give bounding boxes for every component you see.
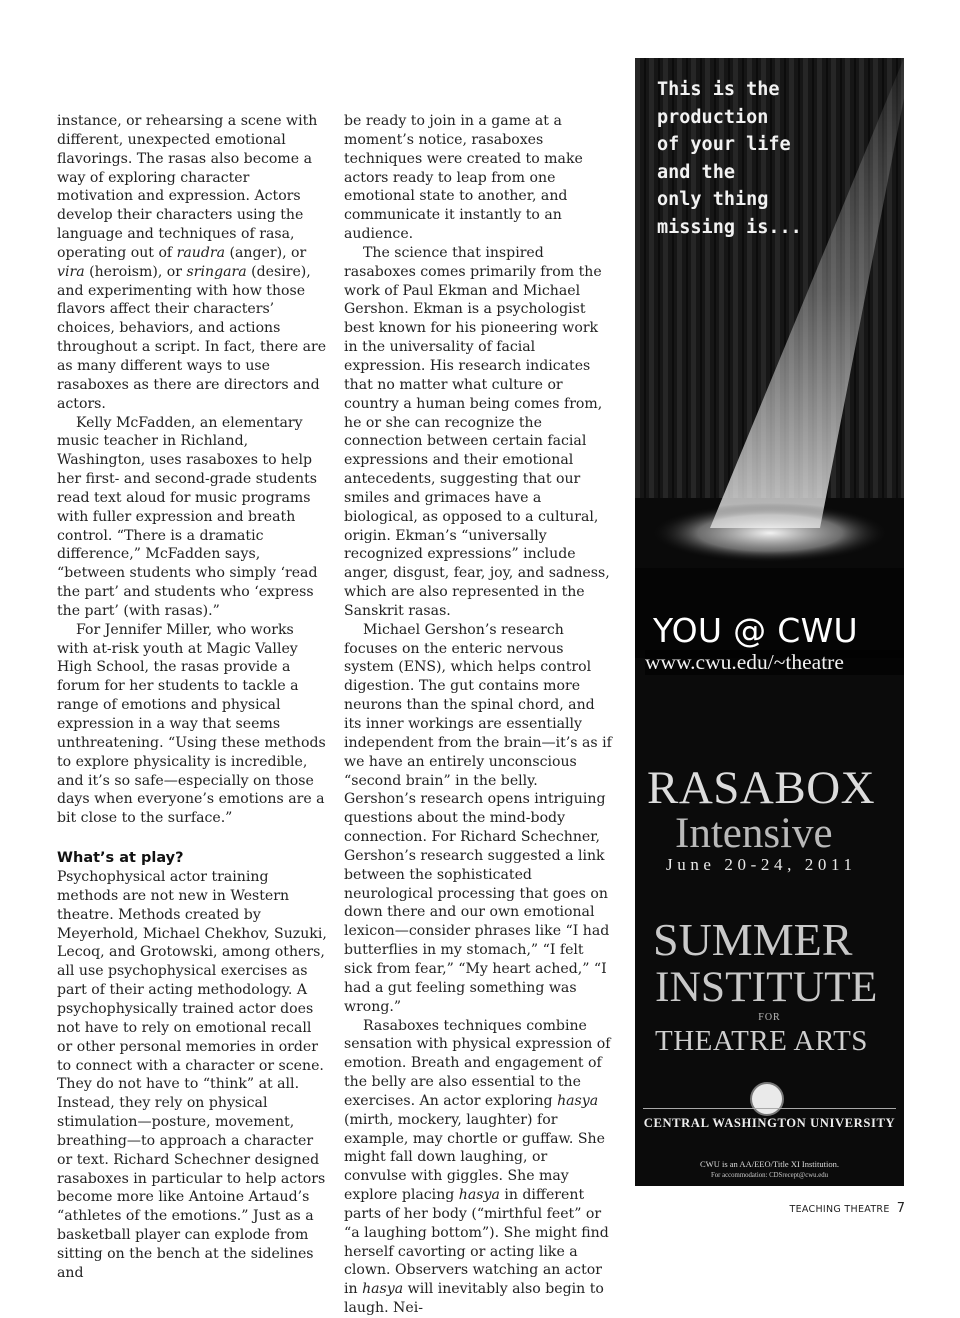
article-column-middle bbox=[344, 112, 614, 1318]
paragraph: Michael Gershon’s research focuses on the enteric nervous system (ENS), which helps control digestion. The gut contains more neurons than the spinal chord, and its inner workings are essentially independent from the brain—it’s as if we have an entirely unconscious “second brain” in the belly. Gershon’s research opens intriguing questions about the mind-body connection. For Richard Schechner, Gershon’s research suggested a link between the sophisticated neurological processing that goes on down there and our own emotional lexicon—consider phrases like “I had butterflies in my stomach,” “I felt sick from fear,” “My heart ached,” “I had a gut feeling something was wrong.” bbox=[344, 621, 614, 1017]
ad-intensive-title: Intensive bbox=[675, 810, 900, 858]
ad-you-at-cwu: YOU @ CWU bbox=[653, 611, 903, 650]
ad-url: www.cwu.edu/~theatre bbox=[645, 650, 904, 675]
page-number: 7 bbox=[897, 1201, 905, 1216]
ad-dates: June 20-24, 2011 bbox=[666, 855, 901, 875]
ad-for: FOR bbox=[635, 1012, 904, 1023]
ad-summer: SUMMER bbox=[653, 916, 893, 964]
ad-eeo-statement: CWU is an AA/EEO/Title XI Institution. bbox=[635, 1159, 904, 1169]
paragraph: For Jennifer Miller, who works with at-risk youth at Magic Valley High School, the rasas provide a forum for her students to tackle a range of emotions and physical expression in a way that seems unthreatening. “Using these methods to explore physicality is incredible, and it’s so safe—especially on those days when everyone’s emotions are a bit close to the surface.” bbox=[57, 621, 327, 828]
article-column-left bbox=[57, 112, 327, 1283]
section-heading: What’s at play? bbox=[57, 849, 327, 868]
ad-theatre-arts: THEATRE ARTS bbox=[655, 1024, 895, 1058]
ad-university-name: CENTRAL WASHINGTON UNIVERSITY bbox=[635, 1116, 904, 1131]
paragraph: be ready to join in a game at a moment’s notice, rasaboxes techniques were created to make actors ready to leap from one emotional state to another, and communicate it instantly to an audience. bbox=[344, 112, 614, 244]
ad-tagline: This is the production of your life and the only thing missing is... bbox=[657, 76, 887, 241]
ad-accommodation: For accommodation: CDSrecept@cwu.edu bbox=[635, 1172, 904, 1179]
paragraph: Psychophysical actor training methods are not new in Western theatre. Methods created by Meyerhold, Michael Chekhov, Suzuki, Lecoq, and Grotowski, among others, all use psychophysical exercises as part of their acting methodology. A psychophysically trained actor does not have to rely on emotional recall or other personal memories in order to connect with a character or scene. They do not have to “think” at all. Instead, they rely on physical stimulation—posture, movement, breathing—to approach a character or text. Richard Schechner designed rasaboxes in particular to help actors become more like Antoine Artaud’s “athletes of the emotions.” Just as a basketball player can explode from sitting on the bench at the sidelines and bbox=[57, 868, 327, 1283]
page-footer bbox=[790, 1197, 906, 1216]
advertisement bbox=[635, 58, 904, 1186]
magazine-name: TEACHING THEATRE bbox=[790, 1204, 890, 1215]
ad-institute: INSTITUTE bbox=[655, 964, 895, 1010]
university-seal-icon bbox=[750, 1082, 784, 1116]
divider bbox=[643, 1108, 896, 1109]
paragraph: Kelly McFadden, an elementary music teacher in Richland, Washington, uses rasaboxes to help her first- and second-grade students read text aloud for music programs with fuller expression and breath control. “There is a dramatic difference,” McFadden says, “between students who simply ‘read the part’ and students who ‘express the part’ (with rasas).” bbox=[57, 414, 327, 621]
paragraph: Rasaboxes techniques combine sensation with physical expression of emotion. Breath and engagement of the belly are also essential to the exercises. An actor exploring hasya (mirth, mockery, laughter) for example, may chortle or guffaw. She might fall down laughing, or convulse with giggles. She may explore placing hasya in different parts of her body (“mirthful feet” or “a laughing bottom”). She might find herself cavorting or acting like a clown. Observers watching an actor in hasya will inevitably also begin to laugh. Nei- bbox=[344, 1017, 614, 1318]
paragraph: instance, or rehearsing a scene with different, unexpected emotional flavorings. The rasas also become a way of exploring character motivation and expression. Actors develop their characters using the language and techniques of rasa, operating out of raudra (anger), or vira (heroism), or sringara (desire), and experimenting with how those flavors affect their characters’ choices, behaviors, and actions throughout a script. In fact, there are as many different ways to use rasaboxes as there are directors and actors. bbox=[57, 112, 327, 414]
paragraph: The science that inspired rasaboxes comes primarily from the work of Paul Ekman and Michael Gershon. Ekman is a psychologist best known for his pioneering work in the universality of facial expression. His research indicates that no matter what culture or country a human being comes from, he or she can recognize the connection between certain facial expressions and their emotional antecedents, suggesting that our smiles and grimaces have a biological, as opposed to a cultural, origin. Ekman’s “universally recognized expressions” include anger, disgust, fear, joy, and sadness, which are also represented in the Sanskrit rasas. bbox=[344, 244, 614, 621]
ad-rasabox-title: RASABOX bbox=[647, 762, 897, 814]
